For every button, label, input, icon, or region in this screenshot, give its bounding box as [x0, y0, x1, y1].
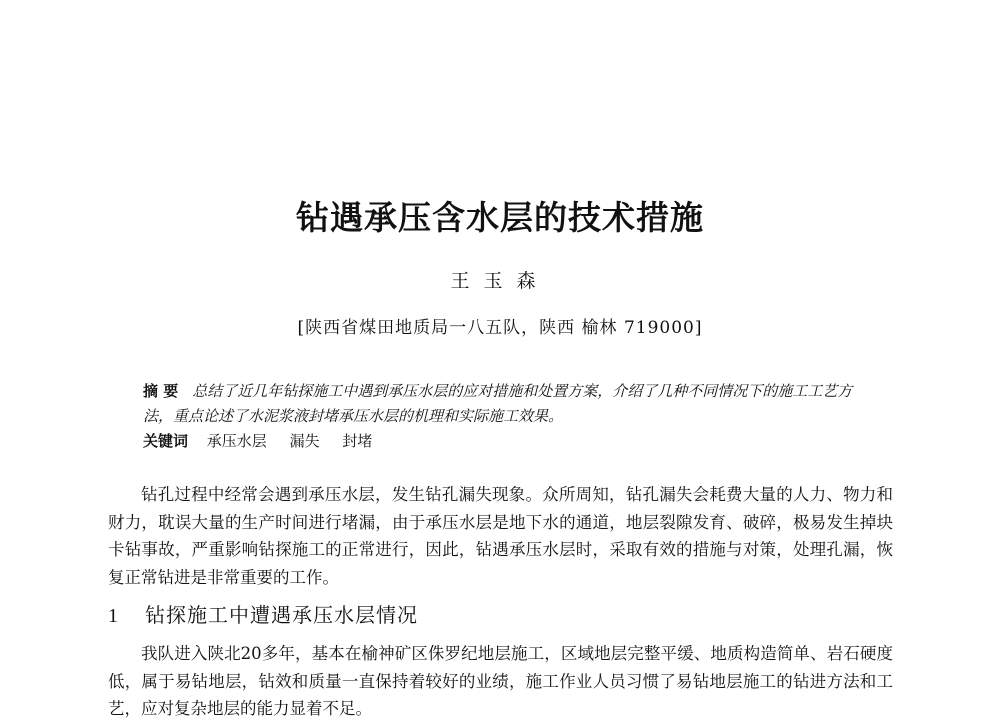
section-number: 1 [108, 605, 119, 627]
body-paragraph: 钻孔过程中经常会遇到承压水层，发生钻孔漏失现象。众所周知，钻孔漏失会耗费大量的人力、物力和财力，耽误大量的生产时间进行堵漏，由于承压水层是地下水的通道，地层裂隙发育、破碎，极易发生掉块卡钻事故，严重影响钻探施工的正常进行，因此，钻遇承压水层时，采取有效的措施与对策，处理孔漏，恢复正常钻进是非常重要的工作。 [108, 485, 893, 587]
section-heading [108, 599, 418, 628]
section-title: 钻探施工中遭遇承压水层情况 [145, 603, 418, 627]
paper-title: 钻遇承压含水层的技术措施 [296, 198, 704, 237]
abstract-text: 总结了近几年钻探施工中遇到承压水层的应对措施和处置方案，介绍了几种不同情况下的施工工艺方法，重点论述了水泥浆液封堵承压水层的机理和实际施工效果。 [143, 382, 853, 425]
author-affiliation: [陕西省煤田地质局一八五队，陕西 榆林 719000] [297, 318, 703, 338]
author-name: 王玉森 [450, 270, 550, 292]
keyword: 封堵 [342, 432, 373, 450]
abstract [143, 379, 863, 429]
body-paragraph: 我队进入陕北20多年，基本在榆神矿区侏罗纪地层施工，区域地层完整平缓、地质构造简单、岩石硬度低，属于易钻地层，钻效和质量一直保持着较好的业绩，施工作业人员习惯了易钻地层施工的钻进方法和工艺，应对复杂地层的能力显着不足。 [108, 644, 893, 718]
abstract-label: 摘 要 [143, 382, 179, 400]
keywords [143, 429, 390, 454]
keyword: 承压水层 [206, 432, 267, 450]
keywords-label: 关键词 [143, 432, 189, 450]
keyword: 漏失 [289, 432, 320, 450]
